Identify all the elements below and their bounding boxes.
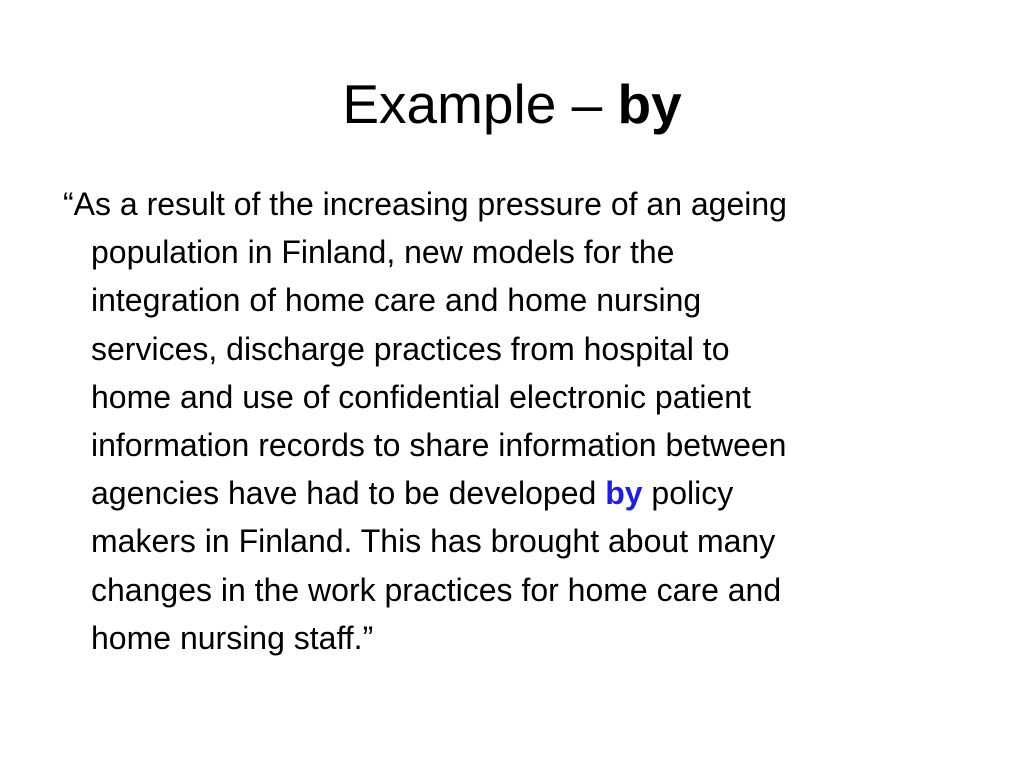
title-keyword: by [617, 73, 682, 135]
quote-line-with-keyword [63, 469, 963, 517]
quote-line: home and use of confidential electronic patient [91, 378, 751, 415]
quote-line-after: policy [642, 475, 734, 512]
slide-title [0, 68, 1024, 140]
quote-line: “As a result of the increasing pressure of an ageing [63, 186, 787, 222]
title-prefix: Example – [342, 73, 618, 135]
quote-line: home nursing staff.” [91, 619, 374, 656]
quote-line: changes in the work practices for home care and [91, 571, 782, 608]
quote-line: information records to share information between [91, 427, 787, 464]
quote-line: makers in Finland. This has brought about many [91, 523, 776, 560]
highlighted-keyword: by [605, 475, 643, 512]
quote-line: services, discharge practices from hospital to [91, 330, 730, 367]
quote-line: population in Finland, new models for the [91, 234, 675, 271]
quote-line: integration of home care and home nursing [91, 282, 702, 319]
quote-line-before: agencies have had to be developed [91, 475, 606, 512]
quote-body [63, 180, 963, 662]
